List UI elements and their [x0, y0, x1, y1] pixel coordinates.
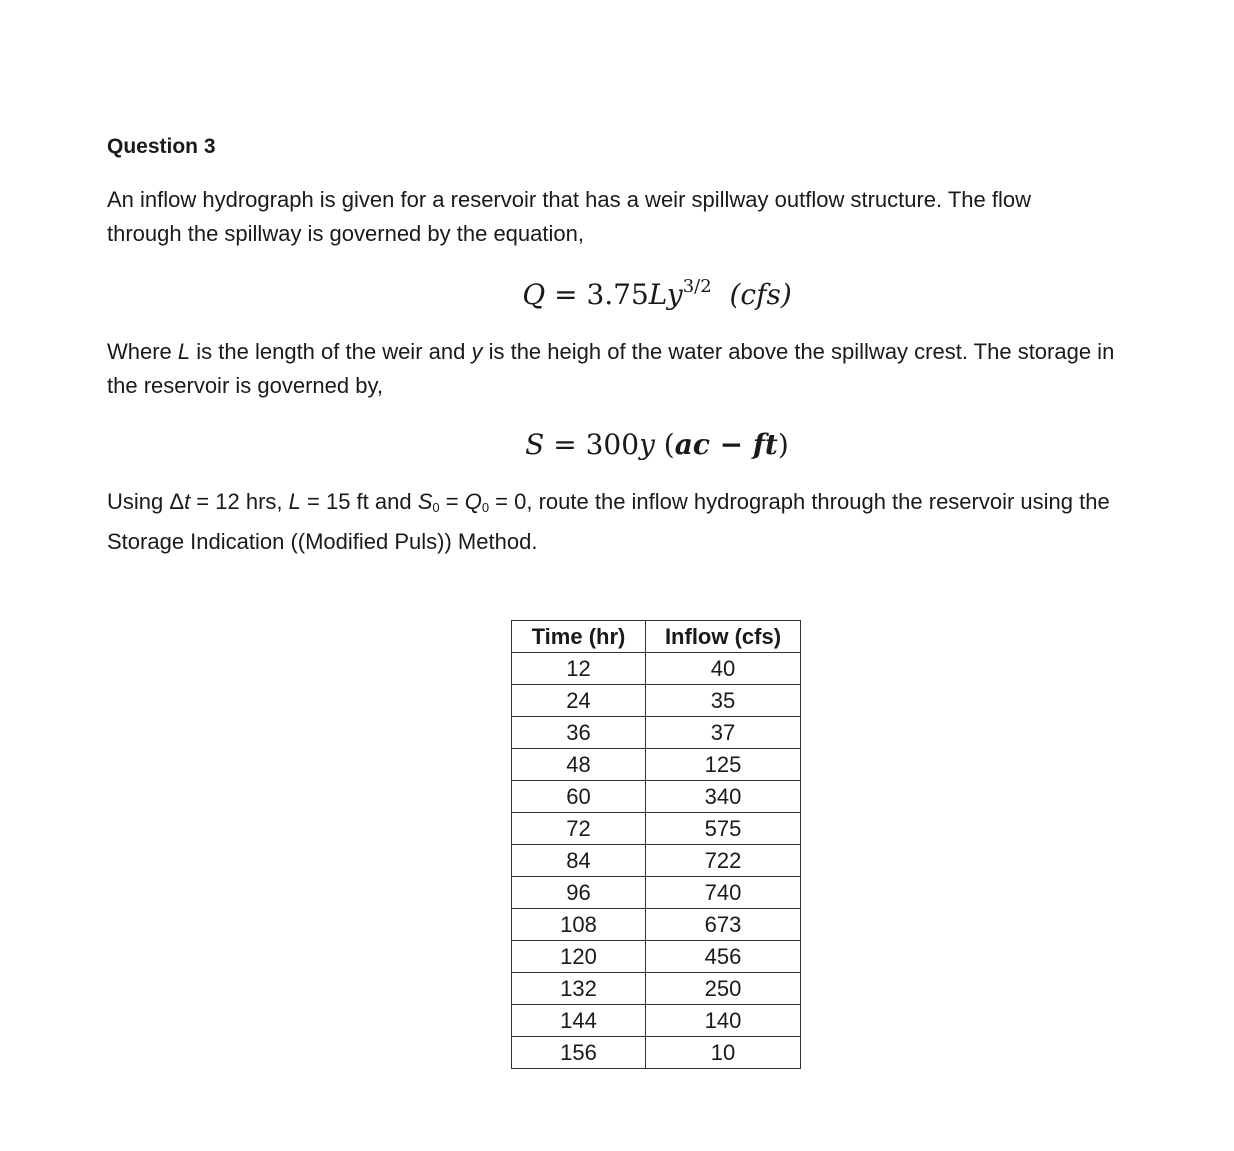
table-row — [512, 941, 801, 973]
cell-inflow: 10 — [646, 1037, 801, 1069]
cell-inflow: 575 — [646, 813, 801, 845]
cell-time: 84 — [512, 845, 646, 877]
cell-inflow: 35 — [646, 685, 801, 717]
header-inflow: Inflow (cfs) — [646, 621, 801, 653]
eq2-var: y — [639, 428, 655, 461]
cell-inflow: 250 — [646, 973, 801, 1005]
cell-inflow: 125 — [646, 749, 801, 781]
weir-flow-equation — [107, 271, 1207, 319]
cell-time: 144 — [512, 1005, 646, 1037]
intro-line-2: through the spillway is governed by the equation, — [107, 221, 584, 246]
where-paragraph — [107, 335, 1207, 403]
where-text-2: is the length of the weir and — [190, 339, 472, 364]
using-text-1: Using Δ — [107, 489, 185, 514]
table-row — [512, 717, 801, 749]
table-header-row — [512, 621, 801, 653]
cell-time: 72 — [512, 813, 646, 845]
eq2-units: ac − ft — [674, 428, 778, 461]
using-L: L — [288, 489, 301, 514]
eq1-units: (cfs) — [729, 278, 792, 311]
table-row — [512, 1005, 801, 1037]
cell-time: 132 — [512, 973, 646, 1005]
intro-line-1: An inflow hydrograph is given for a reservoir that has a weir spillway outflow structure. The flow — [107, 187, 1032, 212]
eq1-coefficient: = 3.75 — [545, 278, 649, 311]
using-text-3: = 15 ft and — [300, 489, 418, 514]
using-Q: Q — [464, 489, 482, 514]
cell-inflow: 40 — [646, 653, 801, 685]
using-paragraph — [107, 485, 1207, 559]
using-line-2: Storage Indication ((Modified Puls)) Method. — [107, 529, 538, 554]
cell-inflow: 722 — [646, 845, 801, 877]
header-time: Time (hr) — [512, 621, 646, 653]
question-document — [107, 130, 1207, 559]
using-S-subscript: 0 — [432, 500, 440, 515]
using-text-5: = 0, route the inflow hydrograph through the reservoir using the — [489, 489, 1110, 514]
cell-time: 108 — [512, 909, 646, 941]
cell-inflow: 740 — [646, 877, 801, 909]
cell-time: 96 — [512, 877, 646, 909]
table-row — [512, 909, 801, 941]
table-row — [512, 845, 801, 877]
cell-time: 156 — [512, 1037, 646, 1069]
table-row — [512, 749, 801, 781]
table-row — [512, 973, 801, 1005]
cell-inflow: 456 — [646, 941, 801, 973]
question-heading: Question 3 — [107, 135, 216, 158]
eq1-vars: Ly — [648, 278, 683, 311]
table-row — [512, 1037, 801, 1069]
cell-time: 60 — [512, 781, 646, 813]
table-row — [512, 653, 801, 685]
eq2-lhs: S — [525, 428, 545, 461]
table-row — [512, 813, 801, 845]
using-text-4: = — [439, 489, 465, 514]
eq1-lhs: Q — [522, 278, 546, 311]
cell-time: 120 — [512, 941, 646, 973]
table-row — [512, 877, 801, 909]
cell-inflow: 673 — [646, 909, 801, 941]
inflow-table-container — [511, 620, 801, 1069]
table-row — [512, 781, 801, 813]
where-y: y — [471, 339, 483, 364]
eq2-units-close: ) — [777, 428, 789, 461]
using-S: S — [417, 489, 433, 514]
cell-time: 24 — [512, 685, 646, 717]
using-text-2: = 12 hrs, — [190, 489, 289, 514]
using-Q-subscript: 0 — [481, 500, 490, 515]
inflow-hydrograph-table — [511, 620, 801, 1069]
cell-inflow: 340 — [646, 781, 801, 813]
cell-inflow: 140 — [646, 1005, 801, 1037]
cell-inflow: 37 — [646, 717, 801, 749]
cell-time: 48 — [512, 749, 646, 781]
table-row — [512, 685, 801, 717]
where-text-3: is the heigh of the water above the spillway crest. The storage in — [482, 339, 1115, 364]
eq2-units-open: ( — [654, 428, 675, 461]
cell-time: 36 — [512, 717, 646, 749]
where-L: L — [177, 339, 191, 364]
cell-time: 12 — [512, 653, 646, 685]
where-text-1: Where — [107, 339, 178, 364]
table-body — [512, 653, 801, 1069]
using-t: t — [184, 489, 191, 514]
eq2-coefficient: = 300 — [544, 428, 640, 461]
intro-paragraph — [107, 183, 1207, 251]
eq1-exponent: 3/2 — [682, 276, 712, 297]
storage-equation — [107, 421, 1207, 469]
where-line-2: the reservoir is governed by, — [107, 373, 383, 398]
